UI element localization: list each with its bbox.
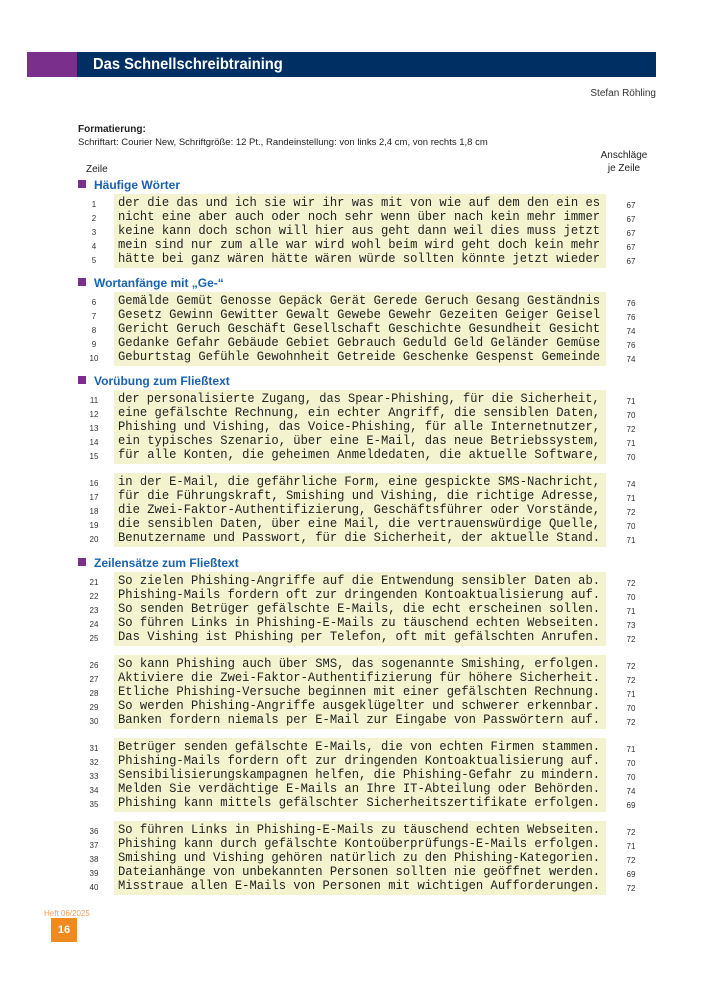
- line-number: 28: [89, 689, 99, 698]
- text-line: [0, 616, 720, 630]
- line-number: 14: [89, 438, 99, 447]
- text-line: [0, 574, 720, 588]
- stroke-count: 67: [626, 229, 636, 238]
- text-line: [0, 489, 720, 503]
- line-number: 16: [89, 479, 99, 488]
- text-line: [0, 823, 720, 837]
- line-text: Betrüger senden gefälschte E-Mails, die von echten Firmen stammen.: [118, 740, 601, 754]
- issue-label: Heft 06/2025: [44, 909, 90, 918]
- text-line: [0, 768, 720, 782]
- line-text: hätte bei ganz wären hätte wären würde sollten könnte jetzt wieder: [118, 252, 601, 266]
- text-line: [0, 865, 720, 879]
- line-number: 9: [91, 340, 97, 349]
- line-text: So führen Links in Phishing-E-Mails zu täuschend echten Webseiten.: [118, 616, 601, 630]
- line-number: 23: [89, 606, 99, 615]
- text-line: [0, 475, 720, 489]
- text-line: [0, 630, 720, 644]
- line-text: der die das und ich sie wir ihr was mit von wie auf dem den ein es: [118, 196, 601, 210]
- stroke-count: 74: [626, 327, 636, 336]
- line-number: 26: [89, 661, 99, 670]
- stroke-count: 70: [626, 704, 636, 713]
- stroke-count: 74: [626, 480, 636, 489]
- stroke-count: 70: [626, 411, 636, 420]
- line-number: 4: [91, 242, 97, 251]
- line-text: Aktiviere die Zwei-Faktor-Authentifizierung für höhere Sicherheit.: [118, 671, 601, 685]
- line-number: 40: [89, 883, 99, 892]
- line-text: Dateianhänge von unbekannten Personen sollten nie geöffnet werden.: [118, 865, 601, 879]
- column-header-strokes-line2: je Zeile: [607, 163, 641, 174]
- line-text: Gesetz Gewinn Gewitter Gewalt Gewebe Gewehr Gezeiten Geiger Geisel: [118, 308, 601, 322]
- text-line: [0, 685, 720, 699]
- banner-accent: [27, 52, 77, 77]
- stroke-count: 71: [626, 690, 636, 699]
- line-text: So zielen Phishing-Angriffe auf die Entwendung sensibler Daten ab.: [118, 574, 601, 588]
- page-title: Das Schnellschreibtraining: [93, 56, 283, 73]
- line-text: Gericht Geruch Geschäft Gesellschaft Geschichte Gesundheit Gesicht: [118, 322, 601, 336]
- stroke-count: 72: [626, 508, 636, 517]
- section-title-text: Häufige Wörter: [94, 178, 181, 192]
- text-line: [0, 588, 720, 602]
- text-line: [0, 602, 720, 616]
- bullet-square-icon: [78, 558, 86, 566]
- section-title-haeufige-woerter: [78, 178, 180, 192]
- text-line: [0, 879, 720, 893]
- line-text: Das Vishing ist Phishing per Telefon, oft mit gefälschten Anrufen.: [118, 630, 601, 644]
- stroke-count: 71: [626, 439, 636, 448]
- author-name: Stefan Röhling: [590, 88, 656, 99]
- stroke-count: 71: [626, 397, 636, 406]
- column-header-strokes: [594, 149, 654, 175]
- section-title-zeilensaetze: [78, 556, 239, 570]
- line-text: Misstraue allen E-Mails von Personen mit wichtigen Aufforderungen.: [118, 879, 601, 893]
- text-line: [0, 657, 720, 671]
- stroke-count: 70: [626, 759, 636, 768]
- stroke-count: 73: [626, 621, 636, 630]
- stroke-count: 67: [626, 215, 636, 224]
- line-number: 24: [89, 620, 99, 629]
- stroke-count: 72: [626, 856, 636, 865]
- line-number: 1: [91, 200, 97, 209]
- formatting-label: Formatierung:: [78, 124, 146, 135]
- stroke-count: 67: [626, 243, 636, 252]
- stroke-count: 72: [626, 884, 636, 893]
- stroke-count: 76: [626, 341, 636, 350]
- stroke-count: 71: [626, 536, 636, 545]
- stroke-count: 72: [626, 828, 636, 837]
- line-number: 3: [91, 228, 97, 237]
- line-number: 10: [89, 354, 99, 363]
- line-number: 39: [89, 869, 99, 878]
- section-title-voruebung: [78, 374, 230, 388]
- line-text: Gedanke Gefahr Gebäude Gebiet Gebrauch Geduld Geld Geländer Gemüse: [118, 336, 601, 350]
- line-number: 34: [89, 786, 99, 795]
- stroke-count: 70: [626, 522, 636, 531]
- text-line: [0, 420, 720, 434]
- line-text: Geburtstag Gefühle Gewohnheit Getreide Geschenke Gespenst Gemeinde: [118, 350, 601, 364]
- stroke-count: 72: [626, 718, 636, 727]
- text-line: [0, 531, 720, 545]
- bullet-square-icon: [78, 376, 86, 384]
- text-line: [0, 699, 720, 713]
- stroke-count: 69: [626, 801, 636, 810]
- line-number: 17: [89, 493, 99, 502]
- formatting-text: Schriftart: Courier New, Schriftgröße: 12 Pt., Randeinstellung: von links 2,4 cm, von rechts 1,8 cm: [78, 137, 488, 148]
- text-line: [0, 503, 720, 517]
- line-number: 2: [91, 214, 97, 223]
- stroke-count: 76: [626, 313, 636, 322]
- stroke-count: 74: [626, 355, 636, 364]
- line-text: keine kann doch schon will hier aus geht dann weil dies muss jetzt: [118, 224, 601, 238]
- line-number: 12: [89, 410, 99, 419]
- bullet-square-icon: [78, 278, 86, 286]
- line-number: 29: [89, 703, 99, 712]
- column-header-line: Zeile: [86, 164, 108, 175]
- line-text: ein typisches Szenario, über eine E-Mail, das neue Betriebssystem,: [118, 434, 601, 448]
- text-line: [0, 406, 720, 420]
- text-line: [0, 671, 720, 685]
- stroke-count: 70: [626, 773, 636, 782]
- page-number: 16: [51, 918, 77, 942]
- line-text: der personalisierte Zugang, das Spear-Phishing, für die Sicherheit,: [118, 392, 600, 406]
- text-line: [0, 196, 720, 210]
- line-number: 31: [89, 744, 99, 753]
- bullet-square-icon: [78, 180, 86, 188]
- line-number: 6: [91, 298, 97, 307]
- text-line: [0, 308, 720, 322]
- line-number: 27: [89, 675, 99, 684]
- line-text: nicht eine aber auch oder noch sehr wenn über nach kein mehr immer: [118, 210, 601, 224]
- line-text: So führen Links in Phishing-E-Mails zu täuschend echten Webseiten.: [118, 823, 601, 837]
- stroke-count: 72: [626, 579, 636, 588]
- line-number: 8: [91, 326, 97, 335]
- line-text: Phishing und Vishing, das Voice-Phishing, für alle Internetnutzer,: [118, 420, 601, 434]
- stroke-count: 72: [626, 676, 636, 685]
- line-text: für die Führungskraft, Smishing und Vishing, die richtige Adresse,: [118, 489, 601, 503]
- line-number: 35: [89, 800, 99, 809]
- line-number: 11: [89, 396, 99, 405]
- line-number: 13: [89, 424, 99, 433]
- line-text: Etliche Phishing-Versuche beginnen mit einer gefälschten Rechnung.: [118, 685, 601, 699]
- text-line: [0, 336, 720, 350]
- line-number: 22: [89, 592, 99, 601]
- line-text: So kann Phishing auch über SMS, das sogenannte Smishing, erfolgen.: [118, 657, 601, 671]
- text-line: [0, 392, 720, 406]
- text-line: [0, 238, 720, 252]
- section-title-text: Zeilensätze zum Fließtext: [94, 556, 239, 570]
- line-number: 5: [91, 256, 97, 265]
- line-text: Phishing kann mittels gefälschter Sicherheitszertifikate erfolgen.: [118, 796, 601, 810]
- line-text: So werden Phishing-Angriffe ausgeklügelter und schwerer erkennbar.: [118, 699, 601, 713]
- text-line: [0, 434, 720, 448]
- line-text: die Zwei-Faktor-Authentifizierung, Geschäftsführer oder Vorstände,: [118, 503, 601, 517]
- text-line: [0, 517, 720, 531]
- stroke-count: 67: [626, 257, 636, 266]
- line-text: Phishing kann durch gefälschte Kontoüberprüfungs-E-Mails erfolgen.: [118, 837, 601, 851]
- line-number: 20: [89, 535, 99, 544]
- text-line: [0, 350, 720, 364]
- stroke-count: 72: [626, 662, 636, 671]
- stroke-count: 71: [626, 607, 636, 616]
- text-line: [0, 740, 720, 754]
- stroke-count: 74: [626, 787, 636, 796]
- line-number: 18: [89, 507, 99, 516]
- line-text: Phishing-Mails fordern oft zur dringenden Kontoaktualisierung auf.: [118, 754, 601, 768]
- stroke-count: 70: [626, 453, 636, 462]
- text-line: [0, 294, 720, 308]
- stroke-count: 72: [626, 425, 636, 434]
- text-line: [0, 224, 720, 238]
- line-number: 33: [89, 772, 99, 781]
- line-number: 15: [89, 452, 99, 461]
- text-line: [0, 322, 720, 336]
- line-number: 21: [89, 578, 99, 587]
- text-line: [0, 851, 720, 865]
- line-text: Smishing und Vishing gehören natürlich zu den Phishing-Kategorien.: [118, 851, 601, 865]
- text-line: [0, 837, 720, 851]
- stroke-count: 70: [626, 593, 636, 602]
- text-line: [0, 210, 720, 224]
- line-text: in der E-Mail, die gefährliche Form, eine gespickte SMS-Nachricht,: [118, 475, 601, 489]
- line-number: 32: [89, 758, 99, 767]
- line-text: Gemälde Gemüt Genosse Gepäck Gerät Gerede Geruch Gesang Geständnis: [118, 294, 601, 308]
- stroke-count: 71: [626, 494, 636, 503]
- line-text: Sensibilisierungskampagnen helfen, die Phishing-Gefahr zu mindern.: [118, 768, 601, 782]
- section-title-text: Vorübung zum Fließtext: [94, 374, 230, 388]
- text-line: [0, 713, 720, 727]
- column-header-strokes-line1: Anschläge: [600, 150, 648, 161]
- line-number: 30: [89, 717, 99, 726]
- line-number: 25: [89, 634, 99, 643]
- stroke-count: 69: [626, 870, 636, 879]
- text-line: [0, 754, 720, 768]
- line-text: Phishing-Mails fordern oft zur dringenden Kontoaktualisierung auf.: [118, 588, 601, 602]
- stroke-count: 67: [626, 201, 636, 210]
- line-text: Banken fordern niemals per E-Mail zur Eingabe von Passwörtern auf.: [118, 713, 601, 727]
- line-number: 38: [89, 855, 99, 864]
- stroke-count: 71: [626, 842, 636, 851]
- text-line: [0, 448, 720, 462]
- line-number: 7: [91, 312, 97, 321]
- text-line: [0, 782, 720, 796]
- section-title-text: Wortanfänge mit „Ge-“: [94, 276, 224, 290]
- stroke-count: 76: [626, 299, 636, 308]
- text-line: [0, 252, 720, 266]
- line-number: 19: [89, 521, 99, 530]
- line-text: die sensiblen Daten, über eine Mail, die vertrauenswürdige Quelle,: [118, 517, 601, 531]
- line-text: Melden Sie verdächtige E-Mails an Ihre IT-Abteilung oder Behörden.: [118, 782, 601, 796]
- line-number: 37: [89, 841, 99, 850]
- section-title-wortanfaenge: [78, 276, 224, 290]
- stroke-count: 72: [626, 635, 636, 644]
- line-text: eine gefälschte Rechnung, ein echter Angriff, die sensiblen Daten,: [118, 406, 601, 420]
- line-text: für alle Konten, die geheimen Anmeldedaten, die aktuelle Software,: [118, 448, 601, 462]
- line-number: 36: [89, 827, 99, 836]
- line-text: mein sind nur zum alle war wird wohl beim wird geht doch kein mehr: [118, 238, 601, 252]
- stroke-count: 71: [626, 745, 636, 754]
- line-text: So senden Betrüger gefälschte E-Mails, die echt erscheinen sollen.: [118, 602, 601, 616]
- text-line: [0, 796, 720, 810]
- line-text: Benutzername und Passwort, für die Sicherheit, der aktuelle Stand.: [118, 531, 601, 545]
